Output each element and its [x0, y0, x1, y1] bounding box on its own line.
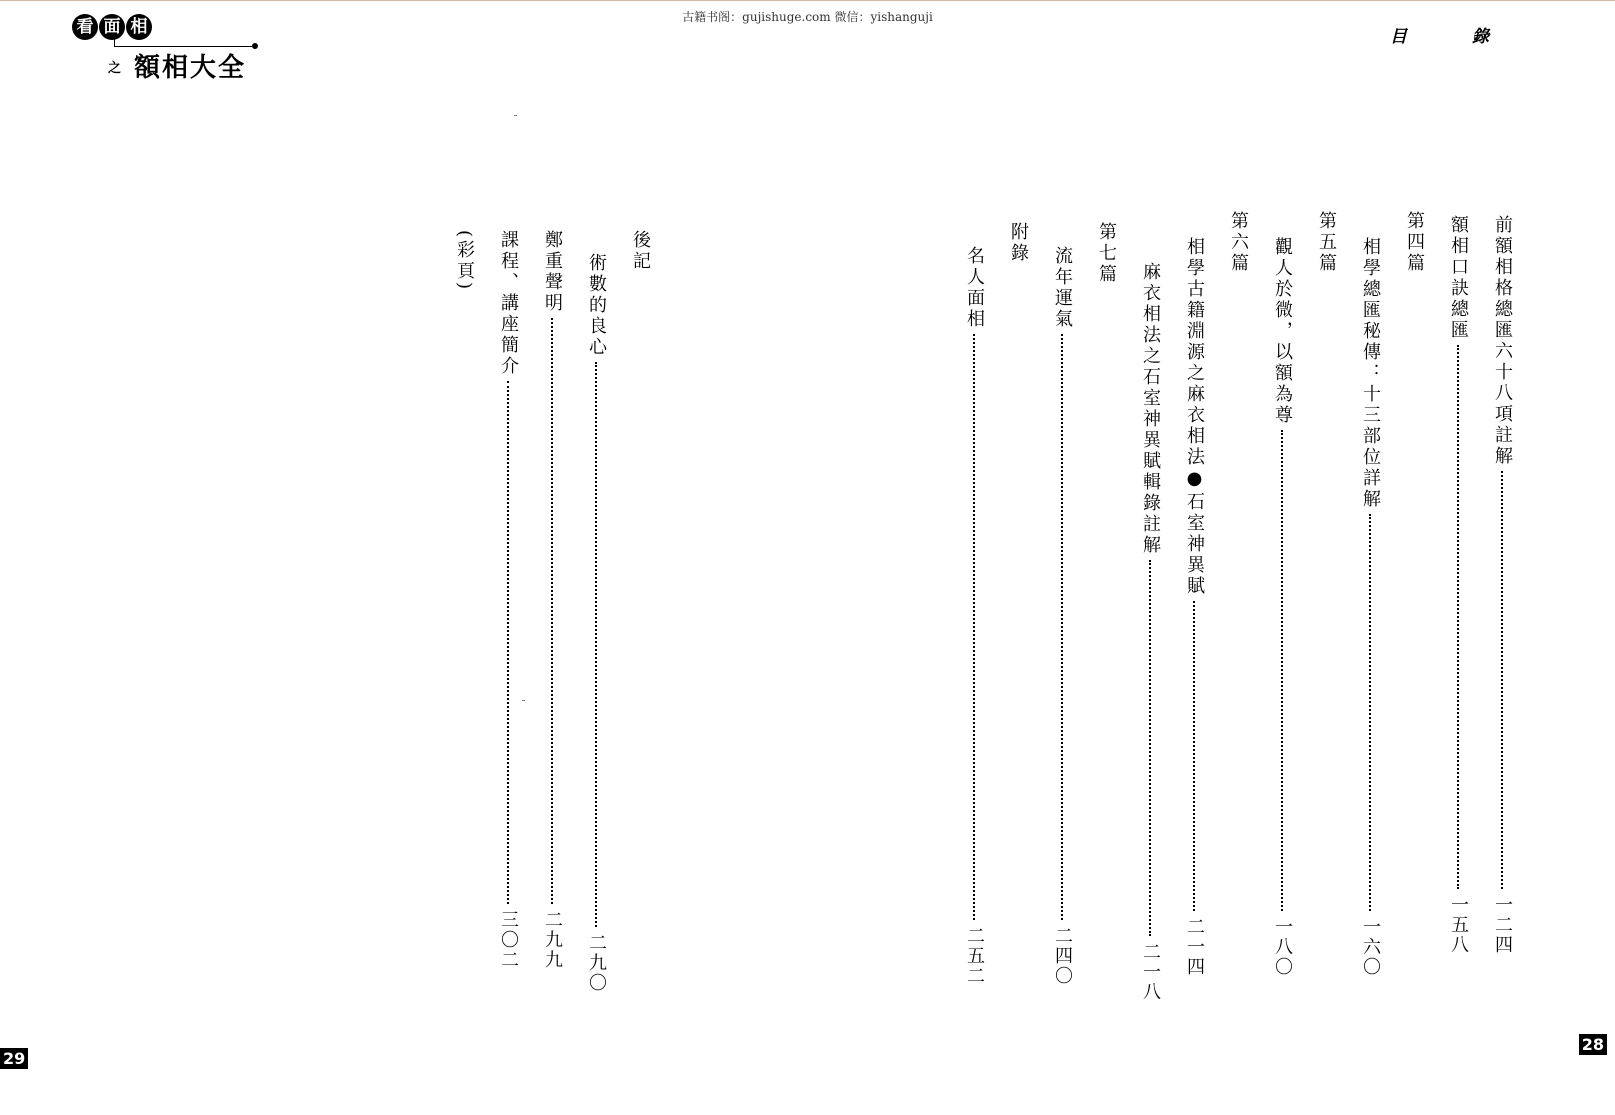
book-logo [72, 14, 272, 84]
toc-heading: 第五篇 [1316, 211, 1337, 274]
toc-title: 額相口訣總匯 [1448, 215, 1469, 341]
toc-column [1136, 262, 1164, 1002]
toc-leader [1501, 471, 1503, 889]
toc-heading: 第四篇 [1404, 211, 1425, 274]
toc-heading: 附錄 [1008, 222, 1029, 264]
toc-column [1268, 237, 1296, 977]
toc-column [1224, 211, 1252, 951]
toc-page: 一五八 [1448, 895, 1469, 955]
toc-title: 鄭重聲明 [542, 230, 563, 314]
toc-column [1180, 237, 1208, 977]
toc-column [1356, 237, 1384, 977]
page-number-right: 28 [1579, 1034, 1607, 1055]
toc-leader [595, 362, 597, 927]
logo-disc: 相 [126, 14, 152, 40]
toc-title: 觀人於微，以額為尊 [1272, 237, 1293, 426]
toc-leader [1281, 430, 1283, 911]
toc-page: 一六〇 [1360, 917, 1381, 977]
toc-page: 二一八 [1140, 942, 1161, 1002]
top-border [0, 0, 1615, 1]
toc-title: 相學古籍淵源之麻衣相法●石室神異賦 [1184, 237, 1205, 597]
logo-discs [72, 14, 152, 40]
page-number-left: 29 [0, 1048, 28, 1069]
section-header: 目 錄 [1390, 27, 1513, 47]
toc-title: 流年運氣 [1052, 246, 1073, 330]
toc-leader [1061, 334, 1063, 920]
toc-column [1400, 211, 1428, 951]
toc-leader [1193, 601, 1195, 911]
toc-column [1004, 222, 1032, 962]
logo-disc: 面 [99, 14, 125, 40]
toc-page: 二九九 [542, 910, 563, 970]
toc-column [1444, 215, 1472, 955]
toc-title: 名人面相 [964, 246, 985, 330]
toc-leader [1457, 345, 1459, 889]
toc-column [626, 230, 654, 970]
logo-disc: 看 [72, 14, 98, 40]
toc-heading: 第七篇 [1096, 222, 1117, 285]
toc-leader [973, 334, 975, 920]
toc-page: 二四〇 [1052, 926, 1073, 986]
toc-title: 前額相格總匯六十八項註解 [1492, 215, 1513, 467]
toc-column [538, 230, 566, 970]
toc-page: 二一四 [1184, 917, 1205, 977]
toc-column [1092, 222, 1120, 962]
toc-heading: 第六篇 [1228, 211, 1249, 274]
toc-column [450, 230, 478, 970]
toc-title: 麻衣相法之石室神異賦輯錄註解 [1140, 262, 1161, 556]
toc-page: 二五二 [964, 926, 985, 986]
toc-page: 三〇二 [498, 910, 519, 970]
toc-column [1488, 215, 1516, 955]
toc-title: 課程、講座簡介 [498, 230, 519, 377]
toc-column [494, 230, 522, 970]
toc-page: 二九〇 [586, 933, 607, 993]
watermark: 古籍书阁：gujishuge.com 微信：yishanguji [682, 10, 933, 24]
toc-column [1312, 211, 1340, 951]
toc-title: 術數的良心 [586, 253, 607, 358]
toc-title: 相學總匯秘傳：十三部位詳解 [1360, 237, 1381, 510]
toc-column [1048, 246, 1076, 986]
toc-column [960, 246, 988, 986]
toc-page: 一二四 [1492, 895, 1513, 955]
scan-speck [522, 700, 525, 701]
toc-heading: 後記 [630, 230, 651, 272]
toc-leader [507, 381, 509, 904]
toc-leader [1149, 560, 1151, 936]
logo-dot [252, 43, 258, 49]
logo-connector: 之 [108, 61, 122, 76]
toc-page: 一八〇 [1272, 917, 1293, 977]
toc-column [582, 253, 610, 993]
toc-heading: (彩頁) [454, 230, 475, 293]
toc-leader [1369, 514, 1371, 911]
scan-speck [514, 115, 517, 116]
toc-leader [551, 318, 553, 904]
book-title: 額相大全 [134, 53, 247, 83]
